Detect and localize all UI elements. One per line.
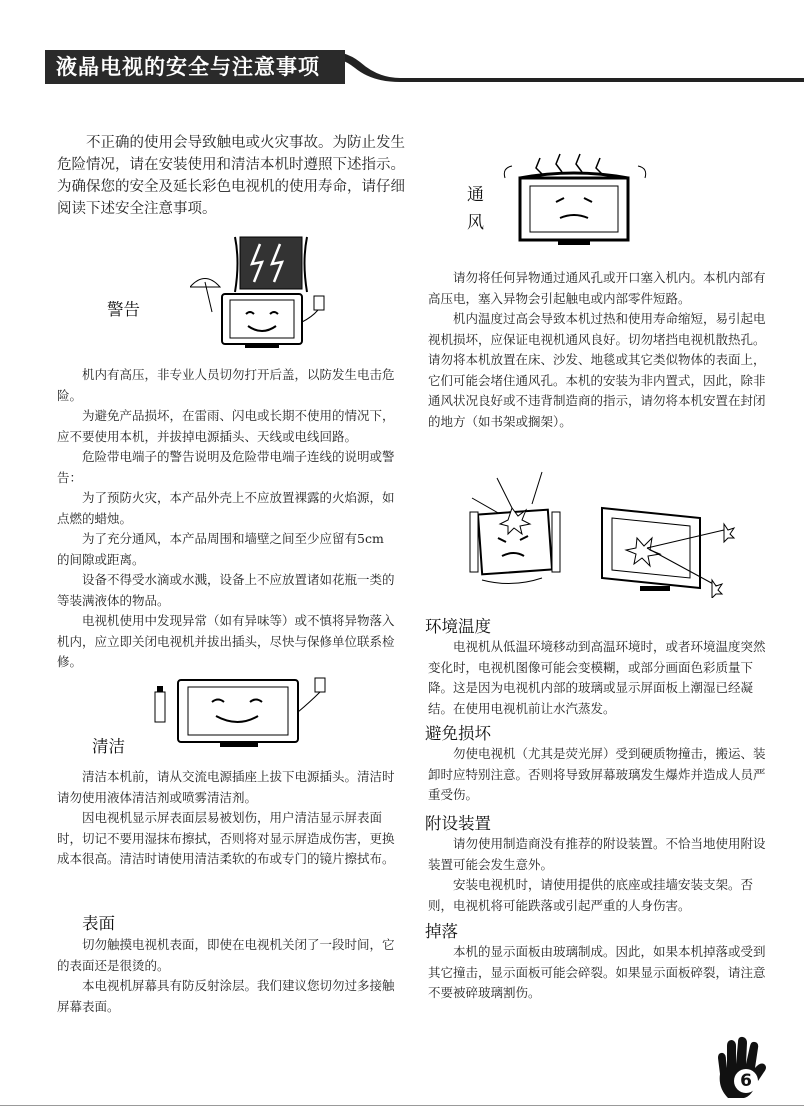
ventilation-paragraph: 请勿将任何异物通过通风孔或开口塞入机内。本机内部有高压电，塞入异物会引起触电或内部零件短路。: [428, 270, 766, 306]
tv-overheat-icon: [500, 150, 650, 255]
cleaning-text: [57, 767, 396, 870]
cleaning-illustration: [150, 672, 340, 752]
surface-text: [57, 935, 396, 1017]
temperature-text: [428, 637, 768, 719]
tv-lightning-icon: [190, 232, 335, 357]
temperature-paragraph: 电视机从低温环境移动到高温环境时，或者环境温度突然变化时，电视机图像可能会变模糊，或部分画面色彩质量下降。这是因为电视机内部的玻璃或显示屏面板上潮湿已经凝结。在使用电视机前让水汽蒸发。: [428, 639, 766, 716]
accessories-paragraph: 请勿使用制造商没有推荐的附设装置。不恰当地使用附设装置可能会发生意外。: [428, 836, 766, 872]
page-number-badge: [714, 1036, 772, 1100]
page-number: 6: [734, 1069, 758, 1093]
warning-paragraph: 为了预防火灾，本产品外壳上不应放置裸露的火焰源，如点燃的蜡烛。: [57, 490, 395, 526]
warning-paragraph: 电视机使用中发现异常（如有异味等）或不慎将异物落入机内，应立即关闭电视机并拔出插头，尽快与保修单位联系检修。: [57, 613, 395, 669]
ventilation-heading-char-2: 风: [467, 213, 484, 233]
warning-paragraph: 设备不得受水滴或水溅，设备上不应放置诸如花瓶一类的等装满液体的物品。: [57, 572, 395, 608]
warning-paragraph: 危险带电端子的警告说明及危险带电端子连线的说明或警告：: [57, 449, 395, 485]
cleaning-heading: 清洁: [92, 737, 125, 756]
damage-paragraph: 勿使电视机（尤其是荧光屏）受到硬质物撞击，搬运、装卸时应特别注意。否则将导致屏幕玻璃发生爆炸并造成人员严重受伤。: [428, 746, 766, 802]
warning-paragraph: 机内有高压，非专业人员切勿打开后盖，以防发生电击危险。: [57, 367, 395, 403]
cleaning-paragraph: 因电视机显示屏表面层易被划伤，用户清洁显示屏表面时，切记不要用湿抹布擦拭，否则将对显示屏造成伤害，更换成本很高。清洁时请使用清洁柔软的布或专门的镜片擦拭布。: [57, 810, 395, 866]
surface-paragraph: 本电视机屏幕具有防反射涂层。我们建议您切勿过多接触屏幕表面。: [57, 978, 395, 1014]
warning-paragraph: 为了充分通风，本产品周围和墙壁之间至少应留有5cm的间隙或距离。: [57, 531, 384, 567]
ventilation-text: [428, 268, 768, 432]
tv-cleaning-icon: [150, 672, 340, 752]
warning-heading: 警告: [107, 300, 140, 319]
falling-text: [428, 942, 768, 1004]
temperature-heading: 环境温度: [425, 617, 491, 636]
damage-text: [428, 744, 768, 806]
cleaning-paragraph: 清洁本机前，请从交流电源插座上拔下电源插头。清洁时请勿使用液体清洁剂或喷雾清洁剂。: [57, 769, 395, 805]
surface-paragraph: 切勿触摸电视机表面，即使在电视机关闭了一段时间，它的表面还是很烫的。: [57, 937, 395, 973]
page-title: 液晶电视的安全与注意事项: [56, 55, 320, 79]
warning-illustration: [190, 232, 335, 357]
warning-paragraph: 为避免产品损坏，在雷雨、闪电或长期不使用的情况下，应不要使用本机，并拔掉电源插头、天线或电线回路。: [57, 408, 395, 444]
surface-heading: 表面: [82, 914, 115, 933]
accessories-paragraph: 安装电视机时，请使用提供的底座或挂墙安装支架。否则，电视机将可能跌落或引起严重的人身伤害。: [428, 877, 754, 913]
impact-illustration: [462, 468, 742, 598]
ventilation-paragraph: 机内温度过高会导致本机过热和使用寿命缩短，易引起电视机损坏，应保证电视机通风良好。切勿堵挡电视机散热孔。请勿将本机放置在床、沙发、地毯或其它类似物体的表面上，它们可能会堵住通风孔。本机的安装为非内置式，因此，除非通风状况良好或不违背制造商的指示，请勿将本机安置在封闭的地方（如书架或搁架）。: [428, 311, 766, 429]
falling-paragraph: 本机的显示面板由玻璃制成。因此，如果本机掉落或受到其它撞击，显示面板可能会碎裂。如果显示面板碎裂，请注意不要被碎玻璃割伤。: [428, 944, 766, 1000]
ventilation-heading-char-1: 通: [467, 185, 484, 205]
accessories-heading: 附设装置: [425, 814, 491, 833]
intro-text: [57, 132, 405, 220]
ventilation-illustration: [500, 150, 650, 255]
warning-text: [57, 365, 396, 673]
tv-impact-icon: [462, 468, 742, 598]
accessories-text: [428, 834, 768, 916]
falling-heading: 掉落: [425, 922, 458, 941]
damage-heading: 避免损坏: [425, 724, 491, 743]
bottom-divider: [0, 1105, 804, 1106]
intro-paragraph: 不正确的使用会导致触电或火灾事故。为防止发生危险情况，请在安装使用和清洁本机时遵照下述指示。为确保您的安全及延长彩色电视机的使用寿命，请仔细阅读下述安全注意事项。: [57, 135, 405, 217]
